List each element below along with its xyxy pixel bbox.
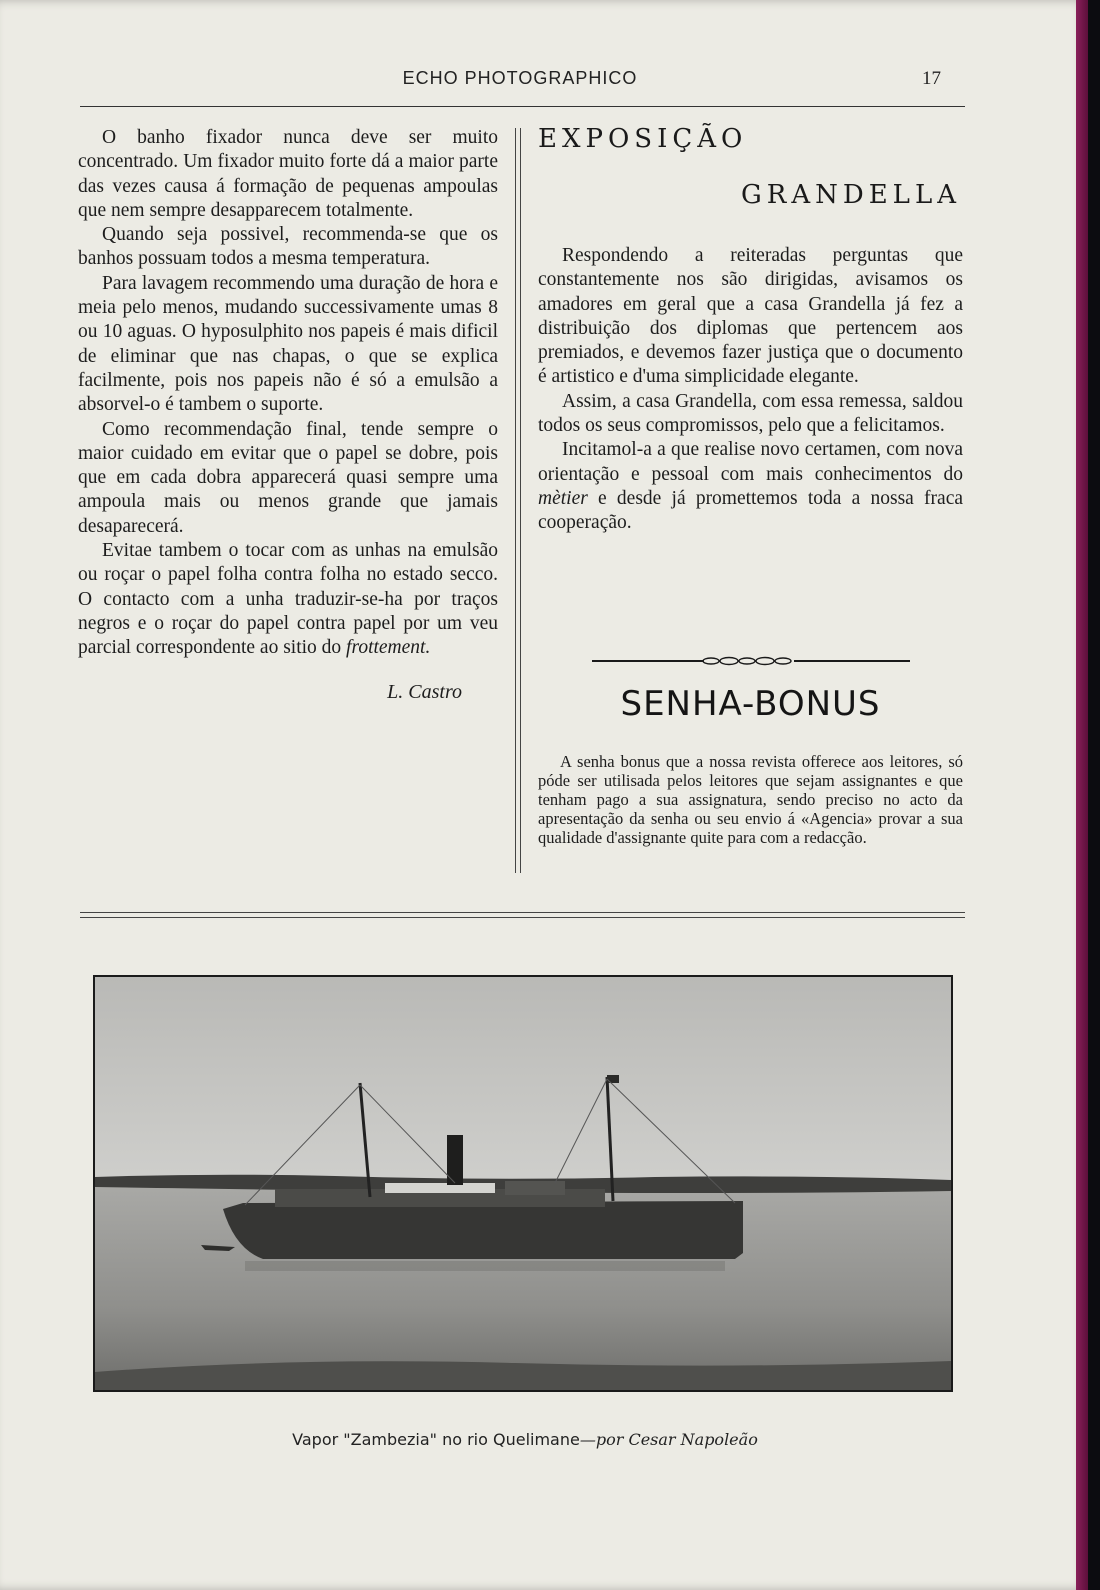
senha-bonus-title: SENHA-BONUS <box>620 684 881 724</box>
left-paragraph-5 <box>78 539 498 660</box>
header-rule <box>80 106 965 107</box>
senha-bonus-text: A senha bonus que a nossa revista offerece aos leitores, só póde ser utilisada pelos leitores que sejam assignantes e que tenham pago a sua assignatura, sendo preciso no acto da apresentação da senha ou seu envio á «Agencia» provar a sua qualidade d'assignante quite para com a redacção. <box>538 752 963 847</box>
ornament-line-left <box>592 660 704 662</box>
exposicao-paragraph-3-start: Incitamol-a a que realise novo certamen, com nova orientação e pessoal com mais conhecimentos do <box>538 439 963 485</box>
page-number: 17 <box>922 68 941 89</box>
column-divider <box>515 128 521 873</box>
section-rule-lower <box>80 917 965 918</box>
frottement-word: frottement. <box>346 637 431 659</box>
photo-caption-title: Vapor "Zambezia" no rio Quelimane <box>292 1430 580 1449</box>
exposicao-subtitle: GRANDELLA <box>740 180 961 210</box>
ornamental-divider <box>592 658 910 664</box>
left-paragraph-4: Como recommendação final, tende sempre o maior cuidado em evitar que o papel se dobre, pois que em cada dobra apparecerá quasi sempre uma ampoula mais ou menos grande que jamais desaparecerá. <box>78 418 498 537</box>
exposicao-paragraph-3-end: e desde já promettemos toda a nossa fraca cooperação. <box>538 487 964 534</box>
photo-caption-author: —por Cesar Napoleão <box>579 1430 758 1449</box>
left-paragraph-1: O banho fixador nunca deve ser muito concentrado. Um fixador muito forte dá a maior parte das vezes causa á formação de pequenas ampoulas que nem sempre desapparecem totalmente. <box>78 127 498 221</box>
book-spine-edge <box>1076 0 1088 1590</box>
article-signature: L. Castro <box>387 680 462 703</box>
right-column-exposicao <box>538 118 963 536</box>
running-header-title: ECHO PHOTOGRAPHICO <box>402 68 638 88</box>
section-rule-upper <box>80 912 965 913</box>
exposicao-paragraph-2: Assim, a casa Grandella, com essa remessa, saldou todos os seus compromissos, pelo que a felicitamos. <box>538 390 963 437</box>
exposicao-title: EXPOSIÇÃO <box>538 124 748 154</box>
left-paragraph-2: Quando seja possivel, recommenda-se que os banhos possuam todos a mesma temperatura. <box>78 224 498 270</box>
steamship-photograph <box>93 975 953 1392</box>
left-paragraph-5-text: Evitae tambem o tocar com as unhas na emulsão ou roçar o papel folha contra folha no estado secco. O contacto com a unha traduzir-se-ha por traços negros e o roçar do papel contra papel por um veu parcial correspondente ao sitio do <box>78 540 498 659</box>
left-paragraph-3: Para lavagem recommendo uma duração de hora e meia pelo menos, mudando successivamente umas 8 ou 10 aguas. O hyposulphito nos papeis é mais dificil de eliminar que nas chapas, o que se explica facilmente, pois nos papeis não é só a emulsão a absorvel-o é tambem o suporte. <box>78 272 498 416</box>
metier-word: mètier <box>538 487 588 509</box>
steamship-photo-image <box>95 977 951 1390</box>
ornament-line-right <box>794 660 910 662</box>
exposicao-body <box>538 244 963 536</box>
ornament-knots-icon <box>702 656 792 666</box>
left-column-article <box>78 126 498 704</box>
exposicao-paragraph-1: Respondendo a reiteradas perguntas que constantemente nos são dirigidas, avisamos os amadores em geral que a casa Grandella já fez a distribuição dos diplomas que pertencem aos premiados, e devemos fazer justiça que o documento é artistico e d'uma simplicidade elegante. <box>538 245 963 388</box>
exposicao-paragraph-3 <box>538 438 963 535</box>
photo-caption <box>200 1430 850 1449</box>
